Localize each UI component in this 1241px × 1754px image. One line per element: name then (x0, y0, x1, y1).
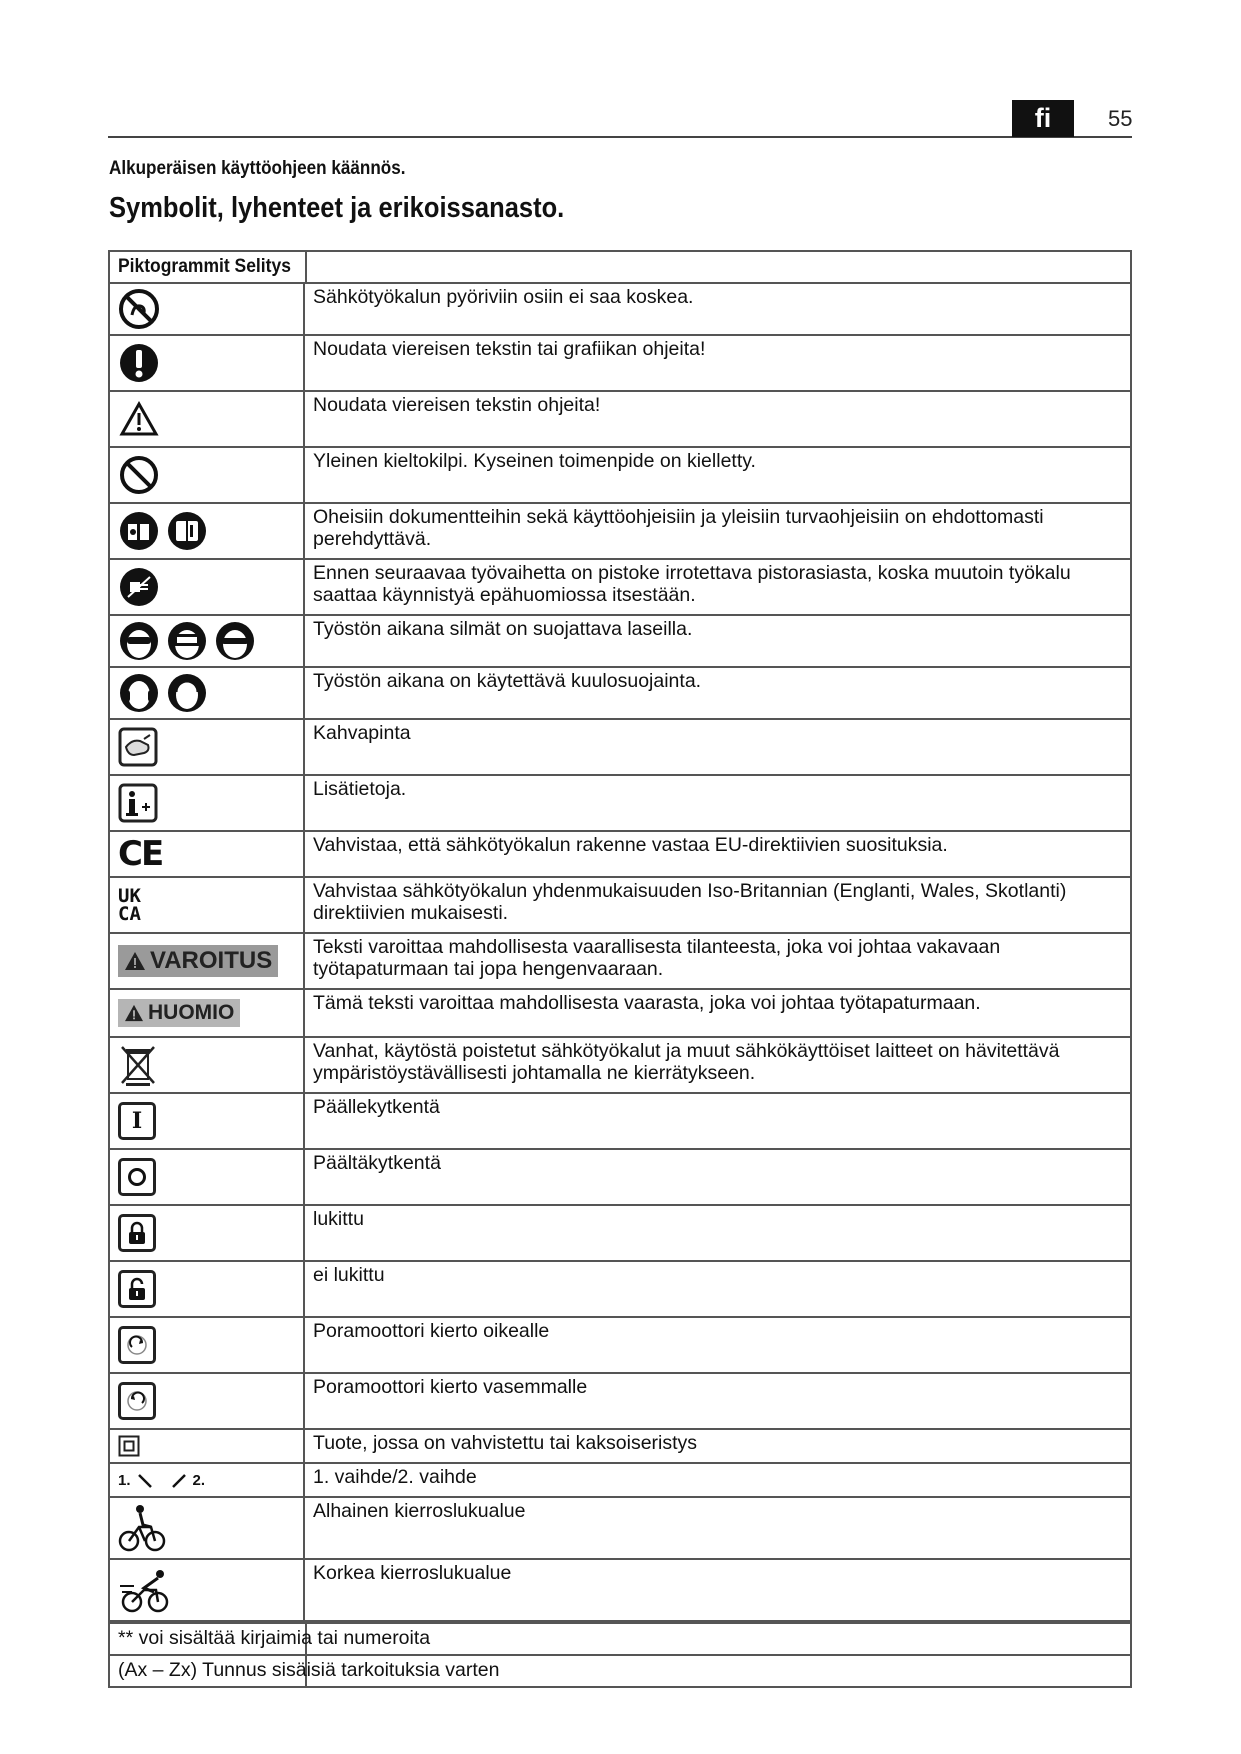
row-description: Poramoottori kierto oikealle (313, 1320, 550, 1342)
table-row (110, 1430, 1130, 1464)
table-row (110, 934, 1130, 990)
table-row (110, 336, 1130, 392)
earmuff-icon (166, 672, 208, 714)
header-rule (108, 136, 1132, 138)
table-row (110, 1374, 1130, 1430)
huomio-badge: HUOMIO (110, 990, 305, 1036)
table-row (110, 878, 1130, 934)
read-manual-icon (110, 504, 305, 558)
goggles-icon (214, 620, 256, 662)
face-shield-icon (166, 620, 208, 662)
warning-triangle-icon (110, 392, 305, 446)
table-row (110, 1206, 1130, 1262)
row-description: Tämä teksti varoittaa mahdollisesta vaarasta, joka voi johtaa työtapaturmaan. (313, 992, 981, 1014)
table-row (110, 668, 1130, 720)
warning-small-icon (124, 951, 146, 971)
row-description: Vahvistaa sähkötyökalun yhdenmukaisuuden Iso-Britannian (Englanti, Wales, Skotlanti) direktiivien mukaisesti. (313, 880, 1067, 924)
ce-mark-icon: CE (110, 832, 305, 876)
ear-protection-icon (110, 668, 305, 718)
power-off-icon (110, 1150, 305, 1204)
table-row (110, 776, 1130, 832)
gear-selector-icon: 1. 2. (110, 1464, 305, 1496)
language-badge: fi (1012, 100, 1074, 137)
table-row (110, 392, 1130, 448)
table-row (110, 1464, 1130, 1498)
row-description: Päältäkytkentä (313, 1152, 441, 1174)
double-insulation-icon (110, 1430, 305, 1462)
power-on-icon: I (110, 1094, 305, 1148)
row-description: 1. vaihde/2. vaihde (313, 1466, 477, 1488)
row-description: Teksti varoittaa mahdollisesta vaarallisesta tilanteesta, joka voi johtaa vakavaan työtapaturmaan tai jopa hengenvaaraan. (313, 936, 1001, 980)
table-row (110, 1318, 1130, 1374)
exclamation-icon (110, 336, 305, 390)
row-description: Yleinen kieltokilpi. Kyseinen toimenpide on kielletty. (313, 450, 756, 472)
footnote-text: ** voi sisältää kirjaimia tai numeroita (118, 1627, 431, 1649)
footnote-row (110, 1656, 1130, 1686)
rotate-right-icon (110, 1318, 305, 1372)
symbols-table (108, 250, 1132, 1688)
high-speed-bicycle-icon (110, 1560, 305, 1620)
page-title: Symbolit, lyhenteet ja erikoissanasto. (109, 192, 565, 224)
row-description: Lisätietoja. (313, 778, 407, 800)
row-description: Noudata viereisen tekstin tai grafiikan ohjeita! (313, 338, 706, 360)
rotate-left-icon (110, 1374, 305, 1428)
page-number: 55 (1108, 106, 1133, 131)
row-description: Vahvistaa, että sähkötyökalun rakenne vastaa EU-direktiivien suosituksia. (313, 834, 948, 856)
row-description: Tuote, jossa on vahvistettu tai kaksoiseristys (313, 1432, 698, 1454)
row-description: Vanhat, käytöstä poistetut sähkötyökalut ja muut sähkökäyttöiset laitteet on hävitettävä ympäristöystävällisesti johtamalla ne kierrätykseen. (313, 1040, 1060, 1084)
row-description: Korkea kierroslukualue (313, 1562, 512, 1584)
footnote-row (110, 1622, 1130, 1656)
table-row (110, 616, 1130, 668)
table-row (110, 1262, 1130, 1318)
caution-small-icon (124, 1004, 144, 1022)
table-row (110, 1498, 1130, 1560)
table-row (110, 448, 1130, 504)
row-description: Työstön aikana silmät on suojattava laseilla. (313, 618, 693, 640)
table-row (110, 284, 1130, 336)
no-touch-rotating-icon (110, 284, 305, 334)
row-description: ei lukittu (313, 1264, 385, 1286)
unlocked-icon (110, 1262, 305, 1316)
row-description: Oheisiin dokumentteihin sekä käyttöohjeisiin ja yleisiin turvaohjeisiin on ehdottomasti perehdyttävä. (313, 506, 1044, 550)
table-row (110, 560, 1130, 616)
footnote-text: (Ax – Zx) Tunnus sisäisiä tarkoituksia varten (118, 1659, 500, 1681)
low-speed-bicycle-icon (110, 1498, 305, 1558)
grip-surface-icon (110, 720, 305, 774)
table-header-label: Piktogrammit Selitys (118, 256, 291, 277)
ukca-mark-icon: UK CA (110, 878, 305, 932)
row-description: Ennen seuraavaa työvaihetta on pistoke irrotettava pistorasiasta, koska muutoin työkalu saattaa käynnistyä epähuomiossa itsestään. (313, 562, 1071, 606)
manual-book-icon (166, 510, 208, 552)
eye-protection-icon (110, 616, 305, 666)
table-row (110, 832, 1130, 878)
table-row (110, 720, 1130, 776)
prohibition-icon (110, 448, 305, 502)
subtitle: Alkuperäisen käyttöohjeen käännös. (109, 158, 406, 179)
table-row (110, 1560, 1130, 1622)
table-row (110, 1038, 1130, 1094)
table-row (110, 990, 1130, 1038)
weee-bin-icon (110, 1038, 305, 1092)
varoitus-badge: VAROITUS (110, 934, 305, 988)
table-row (110, 1150, 1130, 1206)
row-description: Noudata viereisen tekstin ohjeita! (313, 394, 601, 416)
row-description: Sähkötyökalun pyöriviin osiin ei saa koskea. (313, 286, 694, 308)
row-description: Kahvapinta (313, 722, 411, 744)
row-description: Alhainen kierroslukualue (313, 1500, 526, 1522)
locked-icon (110, 1206, 305, 1260)
table-row (110, 1094, 1130, 1150)
unplug-icon (110, 560, 305, 614)
table-row (110, 504, 1130, 560)
row-description: lukittu (313, 1208, 364, 1230)
row-description: Poramoottori kierto vasemmalle (313, 1376, 588, 1398)
info-icon (110, 776, 305, 830)
row-description: Päällekytkentä (313, 1096, 440, 1118)
row-description: Työstön aikana on käytettävä kuulosuojainta. (313, 670, 702, 692)
table-header (110, 252, 1130, 284)
